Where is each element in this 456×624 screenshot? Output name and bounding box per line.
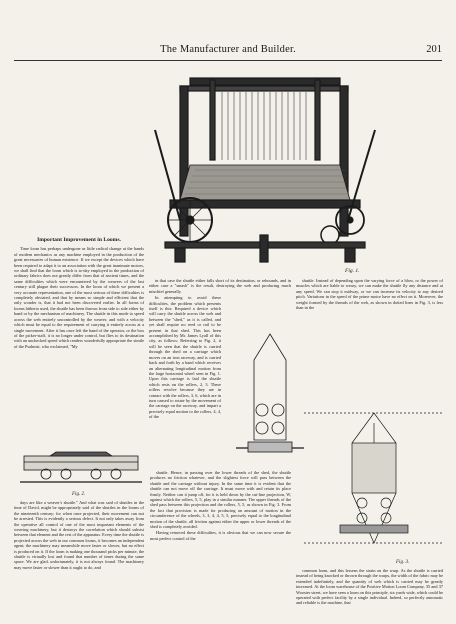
page-header [14,44,442,58]
journal-title: The Manufacturer and Builder. [160,44,296,55]
paragraph: Time loom has perhaps undergone as little radical change at the hands of modern mechanics as any machine employed in the production of the great necessaries of human existence. If we except the devices which have been required to adapt it to an association with the great inanimate motors, we shall find that the loom which is to-day employed in the production of ordinary fabrics does not greatly differ from that of ancient times, and the same difficulties which were encountered by the weavers of the last century still plague their successors. In the loom of which we present a very accurate representation, one of the most serious of these difficulties is completely obviated, and that by means so simple and efficient that the only wonder is, that it had not been discovered earlier. In all forms of looms hitherto used, the shuttle has been thrown from side to side either by hand or by the mechanism of machinery. The shuttle in this mode to speed across the web entirely uncontrolled by the weaver, and with a velocity which must be equal to the requirement of carrying it entirely across at a single movement. After it has once left the hand of the operator, or the box of the picker-staff, it is no longer under control, but flies to its destination with an unchecked speed which renders wonderfully appropriate the simile of the Psalmist, who exclaimed, "My [14,246,144,349]
column-1 [14,238,144,350]
paragraph: in that case the shuttle either falls short of its destination, or rebounds, and in either case a "smash" is the result, destroying the web and producing much mischief generally. [149,278,291,294]
paragraph: shuttle. Hence, in passing over the lower threads of the shed, the shuttle produces no friction whatever, and the slightest force will pass between the shuttle and the carriage without injury. In the same time it is evident that the shuttle can not move off the carriage. It must move with and retain its place firmly. Neither can it jump off, for it is held down by the cut-line projection, W, against which the rollers, 5, 5, play in a similar manner. The upper threads of the shed pass between this projection and the rollers, 5, 5, as shown in Fig. 3. From the fact that provision is made for producing an amount of motion in the circumference of the wheels, 3, 3, 4, 4, 5, 5, precisely equal to the longitudinal motion of the shuttle, all friction against either the upper or lower threads of the shed is completely avoided. [150,470,291,530]
loom-engraving-figure [150,70,380,266]
paragraph: days are like a weaver's shuttle." And what was said of shuttles in the time of David, might be appropriately said of the shuttles in the looms of the nineteenth century; for when once projected, their movement can not be arrested. This is evidently a serious defect. It not only takes away from the operative all control of one of the most important elements of the weaving machinery, but it destroys the correlation which should subsist between that element and the rest of the apparatus. Every time the shuttle is projected across the web in our common looms, it becomes an independent agent; the machinery may meanwhile move faster or slower, but no effect is produced on it. If the loom is making one thousand picks per minute, the shuttle is virtually lost and found that number of times during the same space. We are glad, unfortunately, it is not always found. The machinery may move faster or slower than it ought to do, and [14,500,144,570]
column-3-continued [296,568,443,607]
paragraph: shuttle. Instead of depending upon the varying force of a blow, or the power of muscles which are liable to weary, we can make the shuttle fly any distance and at any speed. We can stop it midway, or we can increase its velocity to any desired pitch. Variations in the speed of the prime motor have no effect on it. Moreover, the weight formed by the threads of the web, as shown in dotted lines in Fig. 3, is less than in the [296,278,443,311]
column-1-continued [14,500,144,571]
paragraph: In attempting to avoid these difficulties, the problem which presents itself is this: Required a device which will carry the shuttle across the web and between the "shed," as it is called, and yet shall require no reed or rail to be present in that shed. This has been accomplished by Mr. James Lyall of this city, as follows: Referring to Fig. 2, it will be seen that the shuttle is carried through the shed on a carriage which moves on an iron raceway, and is carried back and forth by a band which receives an alternating longitudinal motion from the large horizontal wheel seen in Fig. 1. Upon this carriage is laid the shuttle which rests on the rollers, 2, 3. These rollers revolve because they are in contact with the rollers, 3, 6, which are in turn caused to rotate by the movement of the carriage on the raceway, and impart a precisely equal motion to the rollers, 4, 4, of the [149,295,221,420]
column-2-continued [150,470,291,542]
column-3 [296,278,443,311]
figure-2-caption: Fig. 2. [72,492,86,497]
page-number: 201 [426,44,442,55]
shuttle-carriage-diagram [16,442,146,490]
figure-3-caption: Fig. 3. [396,560,410,565]
article-heading: Important Improvement in Looms. [37,237,121,243]
figure-1-caption: Fig. 1. [345,268,360,274]
paragraph: common loom, and this lessens the strain on the warp. As the shuttle is carried instead of being knocked or thrown through the warps, the width of the fabric may be extended indefinitely, and the quantity of web which is carried may be greatly increased. At the loom warehouse of the Positive Motion Loom Company, 35 and 37 Wooster street, we have seen a loom on this principle, six yards wide, which could be operated with perfect facility by a single individual. Indeed, so perfectly automatic and reliable is the machine, that [296,568,444,606]
paragraph: Having removed these difficulties, it is obvious that we can now secure the most perfect control of the [150,530,291,541]
header-rule [14,60,442,61]
warp-threads-diagram [300,393,448,561]
